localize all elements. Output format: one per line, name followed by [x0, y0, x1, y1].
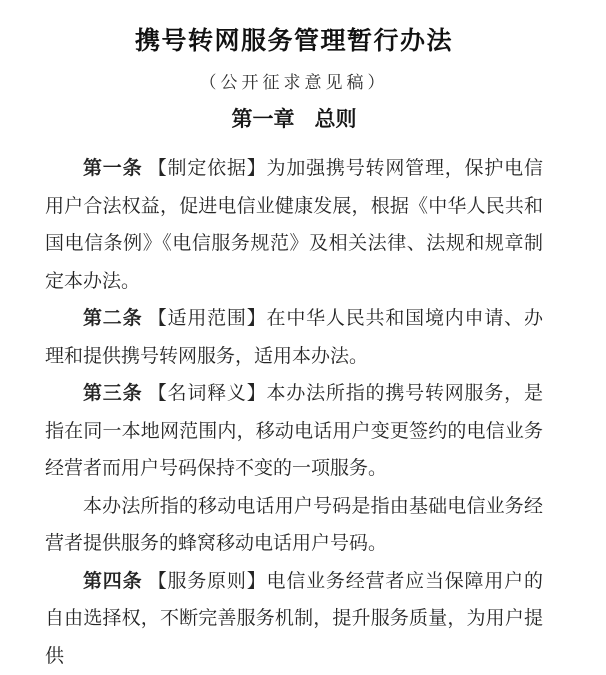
article-number: 第一条	[83, 158, 142, 179]
document-title: 携号转网服务管理暂行办法	[45, 26, 543, 56]
article-paragraph	[45, 375, 543, 488]
article-tag: 【服务原则】	[148, 571, 267, 592]
chapter-name: 总则	[314, 107, 356, 131]
article-paragraph	[45, 488, 543, 563]
document-body	[45, 150, 543, 675]
article-text: 本办法所指的携号转网服务，是指在同一本地网范围内，移动电话用户变更签约的电信业务经营者而用户号码保持不变的一项服务。	[45, 383, 543, 479]
article-text: 在中华人民共和国境内申请、办理和提供携号转网服务，适用本办法。	[45, 308, 543, 367]
article-paragraph	[45, 150, 543, 300]
article-number: 第三条	[83, 383, 142, 404]
article-number: 第四条	[83, 571, 142, 592]
article-tag: 【适用范围】	[148, 308, 267, 329]
article-tag: 【名词释义】	[148, 383, 267, 404]
chapter-number: 第一章	[232, 107, 295, 131]
article-paragraph	[45, 300, 543, 375]
article-paragraph	[45, 563, 543, 675]
article-number: 第二条	[83, 308, 142, 329]
article-text: 电信业务经营者应当保障用户的自由选择权，不断完善服务机制，提升服务质量，为用户提供	[45, 571, 543, 667]
document-subtitle: （公开征求意见稿）	[45, 73, 543, 93]
article-tag: 【制定依据】	[148, 158, 267, 179]
article-text: 本办法所指的移动电话用户号码是指由基础电信业务经营者提供服务的蜂窝移动电话用户号码。	[45, 496, 543, 555]
article-text: 为加强携号转网管理，保护电信用户合法权益，促进电信业健康发展，根据《中华人民共和国电信条例》《电信服务规范》及相关法律、法规和规章制定本办法。	[45, 158, 543, 292]
chapter-heading	[45, 107, 543, 132]
